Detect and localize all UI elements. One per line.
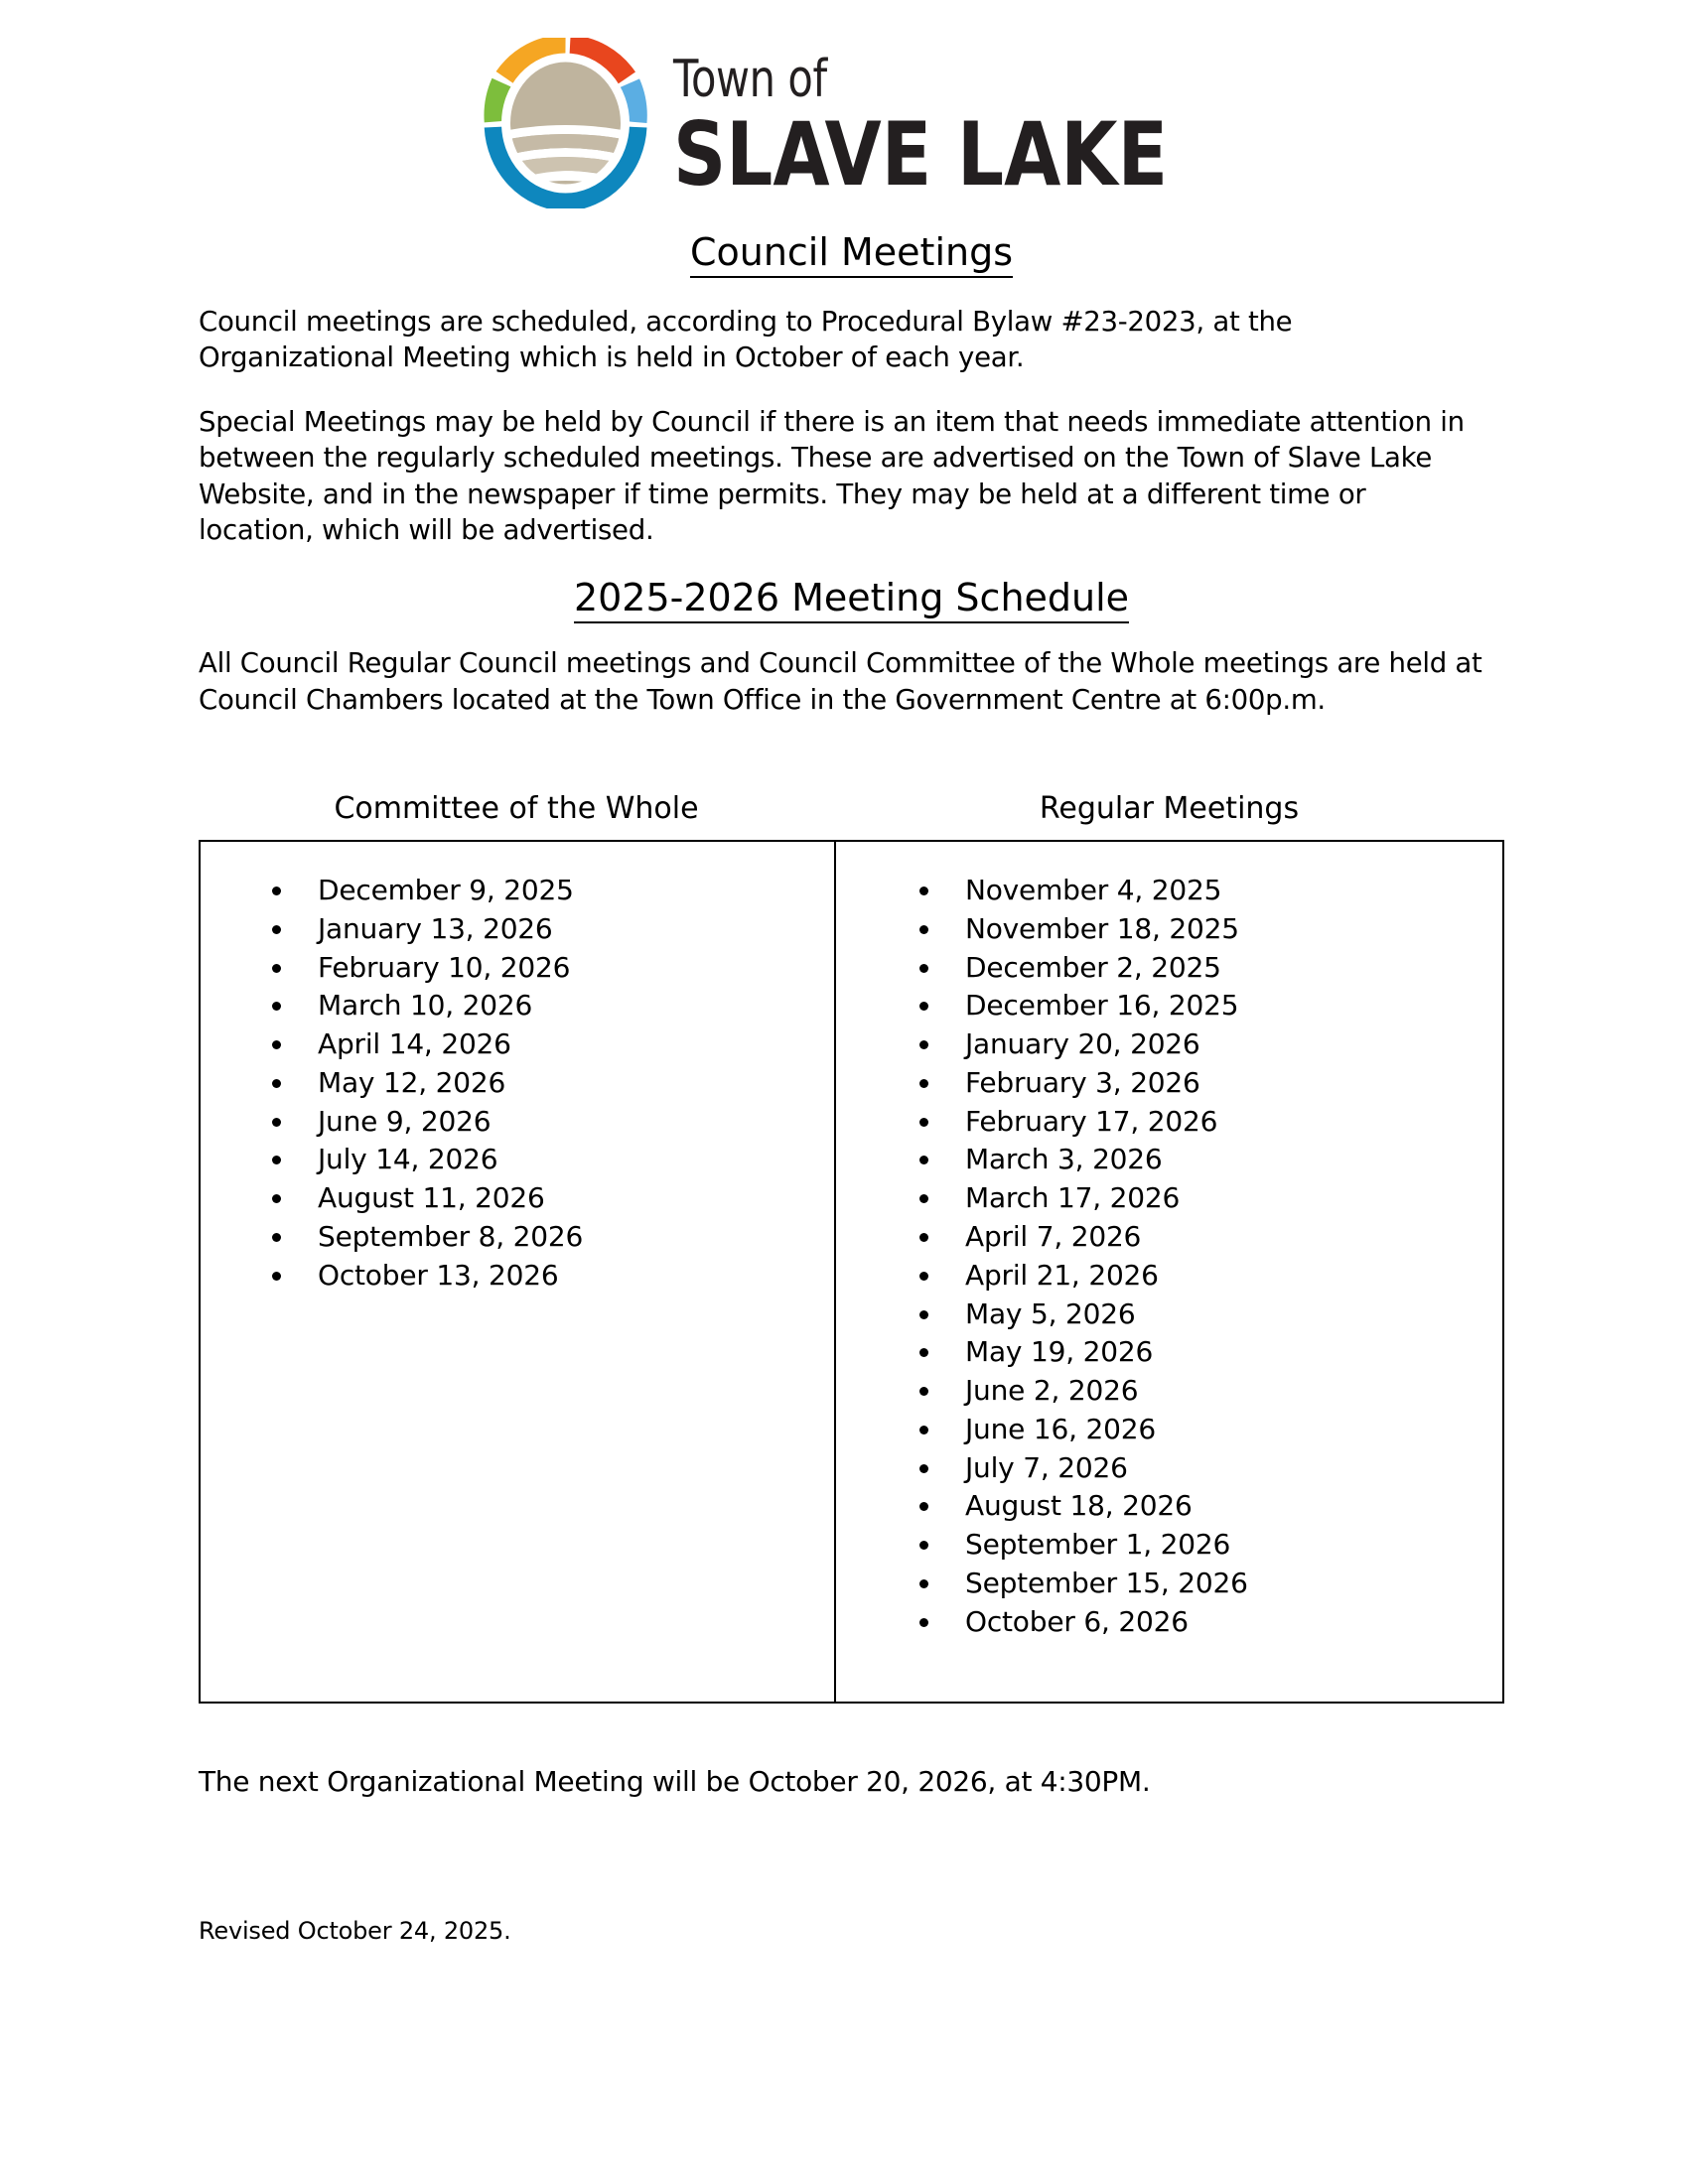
meeting-date-item: February 10, 2026 — [201, 949, 834, 988]
meeting-schedule-section — [0, 791, 1688, 1704]
column-header-regular-meetings: Regular Meetings — [1039, 791, 1300, 827]
meeting-date-item: June 9, 2026 — [201, 1103, 834, 1142]
schedule-heading-text: 2025-2026 Meeting Schedule — [574, 576, 1129, 623]
meeting-date-item: September 8, 2026 — [201, 1218, 834, 1257]
meeting-date-item: March 17, 2026 — [836, 1179, 1502, 1218]
meeting-date-item: September 15, 2026 — [836, 1565, 1502, 1603]
schedule-column-committee-of-the-whole — [201, 842, 836, 1702]
meeting-date-item: December 9, 2025 — [201, 872, 834, 910]
logo-town-of-text: Town of — [673, 50, 827, 109]
meeting-date-item: May 12, 2026 — [201, 1064, 834, 1103]
meeting-date-item: August 18, 2026 — [836, 1487, 1502, 1526]
meeting-schedule-table — [199, 840, 1504, 1704]
meeting-date-item: December 16, 2025 — [836, 987, 1502, 1025]
meeting-date-item: October 6, 2026 — [836, 1603, 1502, 1642]
meeting-date-item: January 13, 2026 — [201, 910, 834, 949]
meeting-date-item: September 1, 2026 — [836, 1526, 1502, 1565]
committee-of-the-whole-date-list — [201, 872, 834, 1295]
logo-wordmark — [673, 48, 1262, 205]
meeting-date-item: May 19, 2026 — [836, 1333, 1502, 1372]
meeting-date-item: April 21, 2026 — [836, 1257, 1502, 1296]
meeting-date-item: March 10, 2026 — [201, 987, 834, 1025]
next-organizational-meeting-text: The next Organizational Meeting will be October 20, 2026, at 4:30PM. — [199, 1765, 1151, 1799]
meeting-date-item: March 3, 2026 — [836, 1141, 1502, 1179]
meeting-date-item: November 4, 2025 — [836, 872, 1502, 910]
meeting-date-item: June 16, 2026 — [836, 1411, 1502, 1449]
revision-date-text: Revised October 24, 2025. — [199, 1917, 511, 1946]
regular-meetings-date-list — [836, 872, 1502, 1641]
meeting-date-item: June 2, 2026 — [836, 1372, 1502, 1411]
paragraph-special-meetings: Special Meetings may be held by Council if there is an item that needs immediate attention in between the regularly scheduled meetings. These are advertised on the Town of Slave Lake Website, and in the newspaper if time permits. They may be held at a different time or location, which will be advertised. — [199, 404, 1465, 546]
meeting-date-item: August 11, 2026 — [201, 1179, 834, 1218]
paragraph-location: All Council Regular Council meetings and Council Committee of the Whole meetings are held at Council Chambers located at the Town Office in the Government Centre at 6:00p.m. — [199, 646, 1482, 716]
town-of-slave-lake-logo-icon — [484, 38, 647, 208]
meeting-date-item: December 2, 2025 — [836, 949, 1502, 988]
meeting-date-item: January 20, 2026 — [836, 1025, 1502, 1064]
meeting-date-item: November 18, 2025 — [836, 910, 1502, 949]
column-header-committee-of-the-whole: Committee of the Whole — [334, 791, 699, 827]
meeting-date-item: February 17, 2026 — [836, 1103, 1502, 1142]
meeting-date-item: April 14, 2026 — [201, 1025, 834, 1064]
logo-slave-lake-text: SLAVE LAKE — [673, 103, 1169, 205]
schedule-column-headers — [199, 791, 1504, 840]
meeting-date-item: February 3, 2026 — [836, 1064, 1502, 1103]
next-organizational-meeting-note — [0, 1765, 1688, 1798]
meeting-date-item: April 7, 2026 — [836, 1218, 1502, 1257]
schedule-heading — [199, 576, 1504, 619]
meeting-date-item: July 7, 2026 — [836, 1449, 1502, 1488]
page-title-text: Council Meetings — [690, 230, 1013, 278]
paragraph-intro: Council meetings are scheduled, according to Procedural Bylaw #23-2023, at the Organizational Meeting which is held in October of each year. — [199, 305, 1293, 374]
revision-note — [0, 1917, 1688, 1945]
meeting-date-item: May 5, 2026 — [836, 1296, 1502, 1334]
document-body — [0, 230, 1688, 718]
meeting-date-item: July 14, 2026 — [201, 1141, 834, 1179]
document-header — [0, 0, 1688, 208]
schedule-column-regular-meetings — [836, 842, 1502, 1702]
page-title — [199, 230, 1504, 274]
meeting-date-item: October 13, 2026 — [201, 1257, 834, 1296]
